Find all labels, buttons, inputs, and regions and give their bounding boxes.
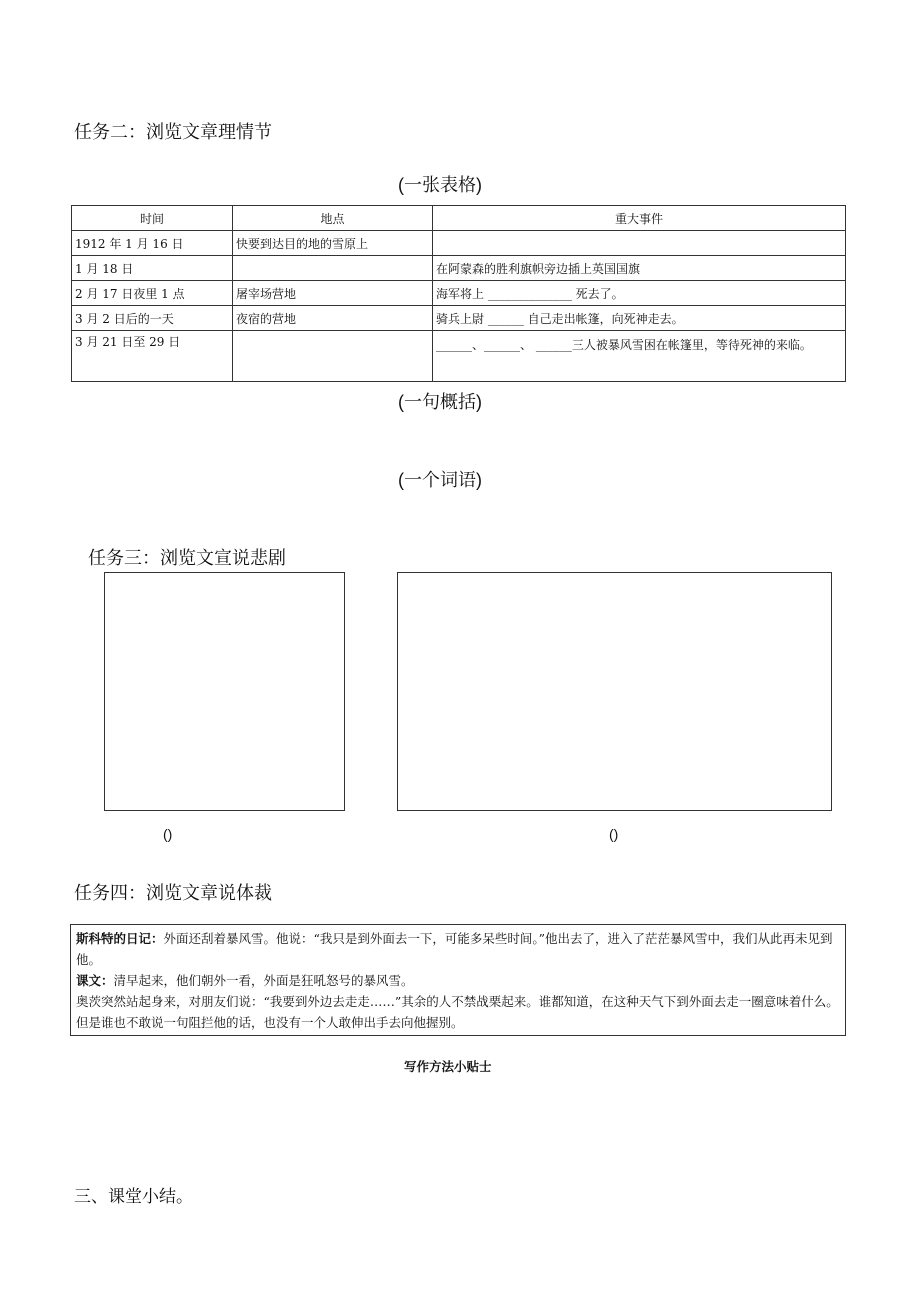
- right-answer-box[interactable]: [397, 572, 832, 811]
- text-paragraph-1: [76, 970, 840, 991]
- left-answer-box[interactable]: [104, 572, 345, 811]
- table-header-row: [72, 206, 846, 231]
- table-row: [72, 256, 846, 281]
- summary-caption: (一句概括): [398, 392, 482, 412]
- cell-place: 快要到达目的地的雪原上: [233, 231, 433, 256]
- task4-title: 任务四：浏览文章说体裁: [74, 883, 272, 903]
- cell-event: 骑兵上尉 ______ 自己走出帐篷，向死神走去。: [433, 306, 846, 331]
- summary-section-title: 三、课堂小结。: [74, 1187, 193, 1207]
- cell-event: [433, 231, 846, 256]
- diary-text: 外面还刮着暴风雪。他说：“我只是到外面去一下，可能多呆些时间。”他出去了，进入了茫茫暴风雪中，我们从此再未见到他。: [76, 931, 833, 967]
- cell-time: 1 月 18 日: [72, 256, 233, 281]
- cell-event: 在阿蒙森的胜利旗帜旁边插上英国国旗: [433, 256, 846, 281]
- comparison-box: [70, 924, 846, 1036]
- header-place: 地点: [233, 206, 433, 231]
- events-table: [71, 205, 846, 382]
- right-box-label: (): [609, 826, 619, 842]
- table-row: [72, 331, 846, 382]
- cell-time: 1912 年 1 月 16 日: [72, 231, 233, 256]
- task3-title: 任务三：浏览文宣说悲剧: [88, 548, 286, 568]
- text-line-1: 清早起来，他们朝外一看，外面是狂吼怒号的暴风雪。: [113, 973, 414, 988]
- cell-time: 2 月 17 日夜里 1 点: [72, 281, 233, 306]
- cell-time: 3 月 21 日至 29 日: [72, 331, 233, 382]
- cell-place: [233, 256, 433, 281]
- cell-event: 海军将上 ______________ 死去了。: [433, 281, 846, 306]
- text-paragraph-2: 奥茨突然站起身来，对朋友们说：“我要到外边去走走……”其余的人不禁战栗起来。谁都知道，在这种天气下到外面去走一圈意味着什么。但是谁也不敢说一句阻拦他的话，也没有一个人敢伸出手去向他握别。: [76, 994, 839, 1030]
- diary-label: 斯科特的日记：: [76, 931, 164, 946]
- left-box-label: (): [163, 826, 173, 842]
- table-caption: (一张表格): [398, 175, 482, 195]
- header-time: 时间: [72, 206, 233, 231]
- table-row: [72, 306, 846, 331]
- cell-place: 夜宿的营地: [233, 306, 433, 331]
- diary-paragraph: [76, 928, 840, 970]
- tips-title: 写作方法小贴士: [404, 1059, 492, 1074]
- task2-title: 任务二：浏览文章理情节: [74, 122, 272, 142]
- cell-place: 屠宰场营地: [233, 281, 433, 306]
- text-label: 课文：: [76, 973, 114, 988]
- cell-place: [233, 331, 433, 382]
- table-row: [72, 231, 846, 256]
- cell-event: ______、______、 ______三人被暴风雪困在帐篷里，等待死神的来临。: [433, 331, 846, 382]
- header-event: 重大事件: [433, 206, 846, 231]
- word-caption: (一个词语): [398, 470, 482, 490]
- cell-time: 3 月 2 日后的一天: [72, 306, 233, 331]
- table-row: [72, 281, 846, 306]
